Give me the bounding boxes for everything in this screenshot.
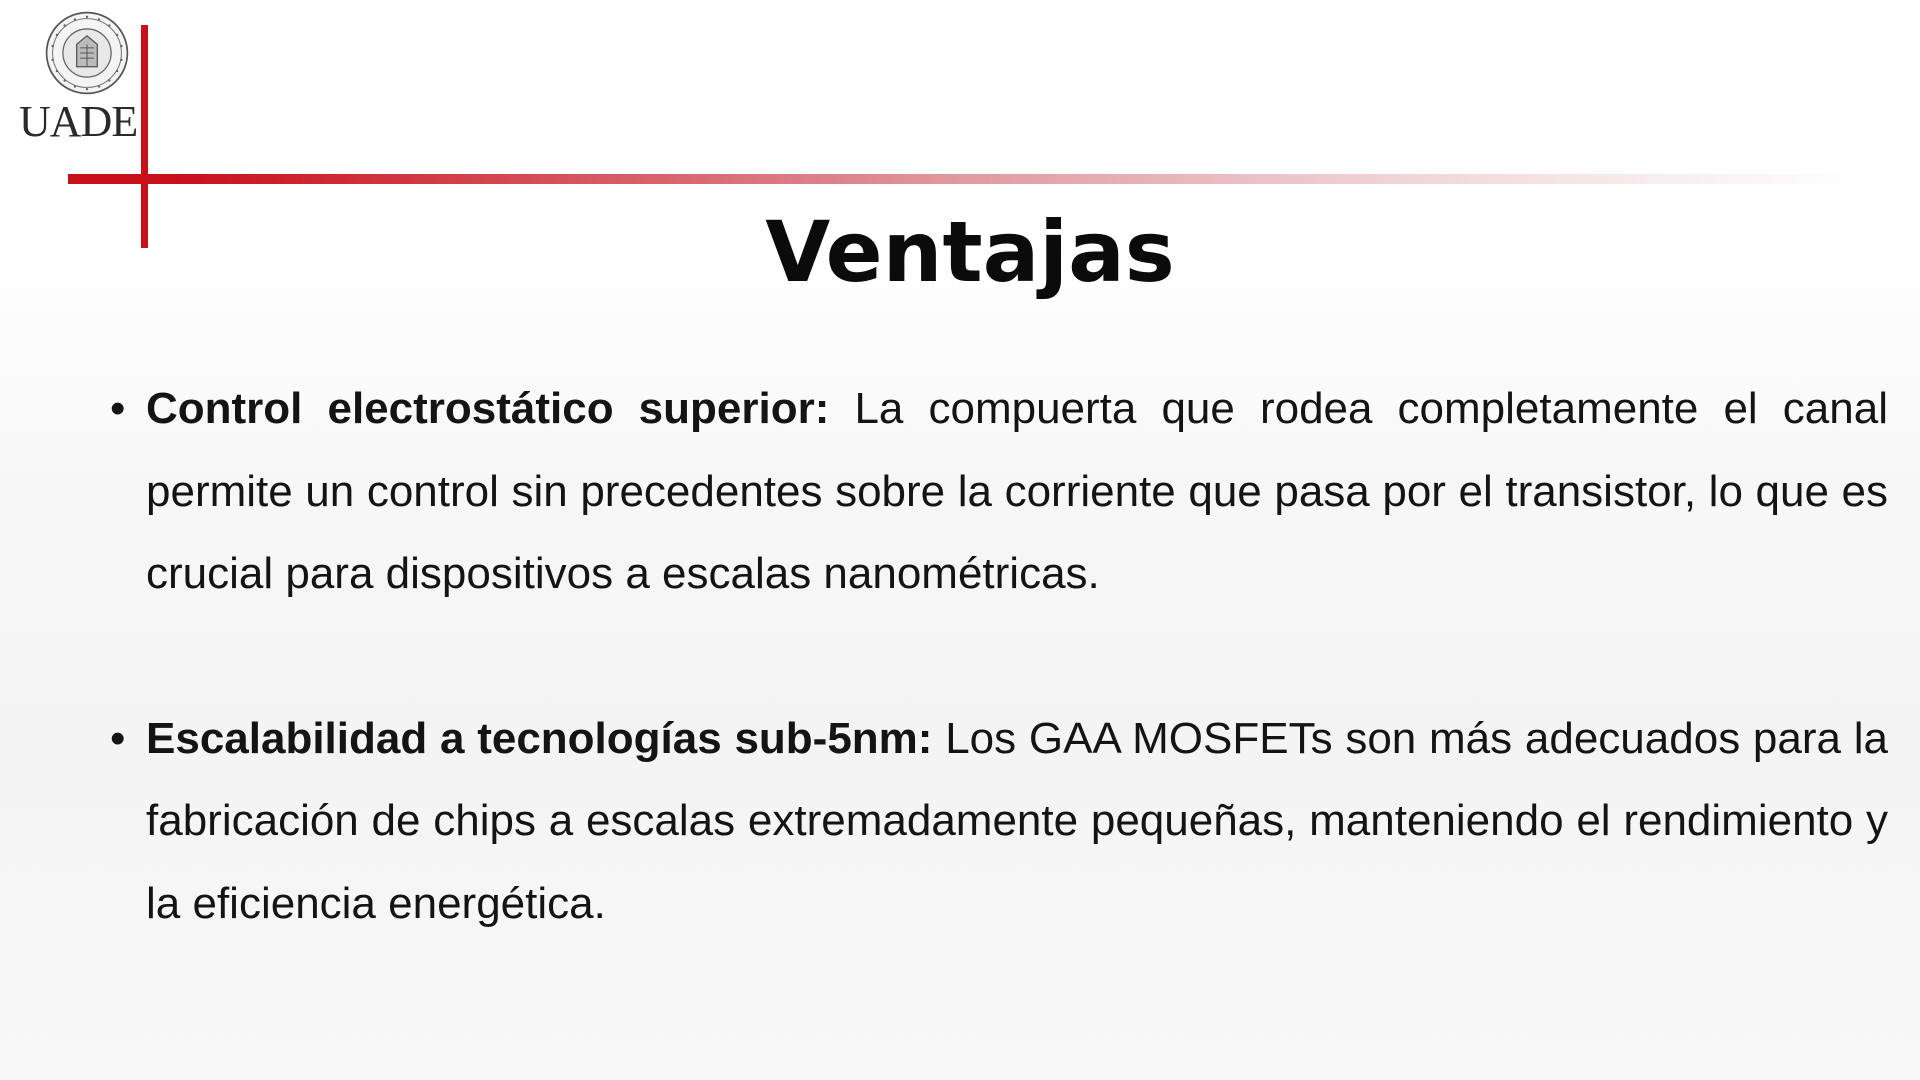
bullet-text: La compuerta que rodea completamente el canal permite un control sin precedentes sobre la corriente que pasa por el transistor, lo que es crucial para dispositivos a escalas nanométricas. (146, 384, 1888, 598)
bullet-list (110, 368, 1888, 945)
bullet-lead: Escalabilidad a tecnologías sub-5nm: (146, 713, 933, 763)
university-seal-icon (44, 10, 130, 96)
bullet-dot: • (110, 713, 126, 763)
slide-title: Ventajas (765, 203, 1175, 301)
uade-logo (14, 6, 146, 146)
bullet-lead: Control electrostático superior: (146, 384, 830, 433)
logo-wordmark: UADE (19, 97, 138, 146)
bullet-text: Los GAA MOSFETs son más adecuados para la fabricación de chips a escalas extremadamente pequeñas, manteniendo el rendimiento y la eficiencia energética. (146, 713, 1888, 928)
bullet-dot: • (110, 384, 126, 433)
bullet-item-escalabilidad (110, 698, 1888, 946)
bullet-item-control (110, 368, 1888, 616)
horizontal-accent-rule (68, 174, 1858, 184)
